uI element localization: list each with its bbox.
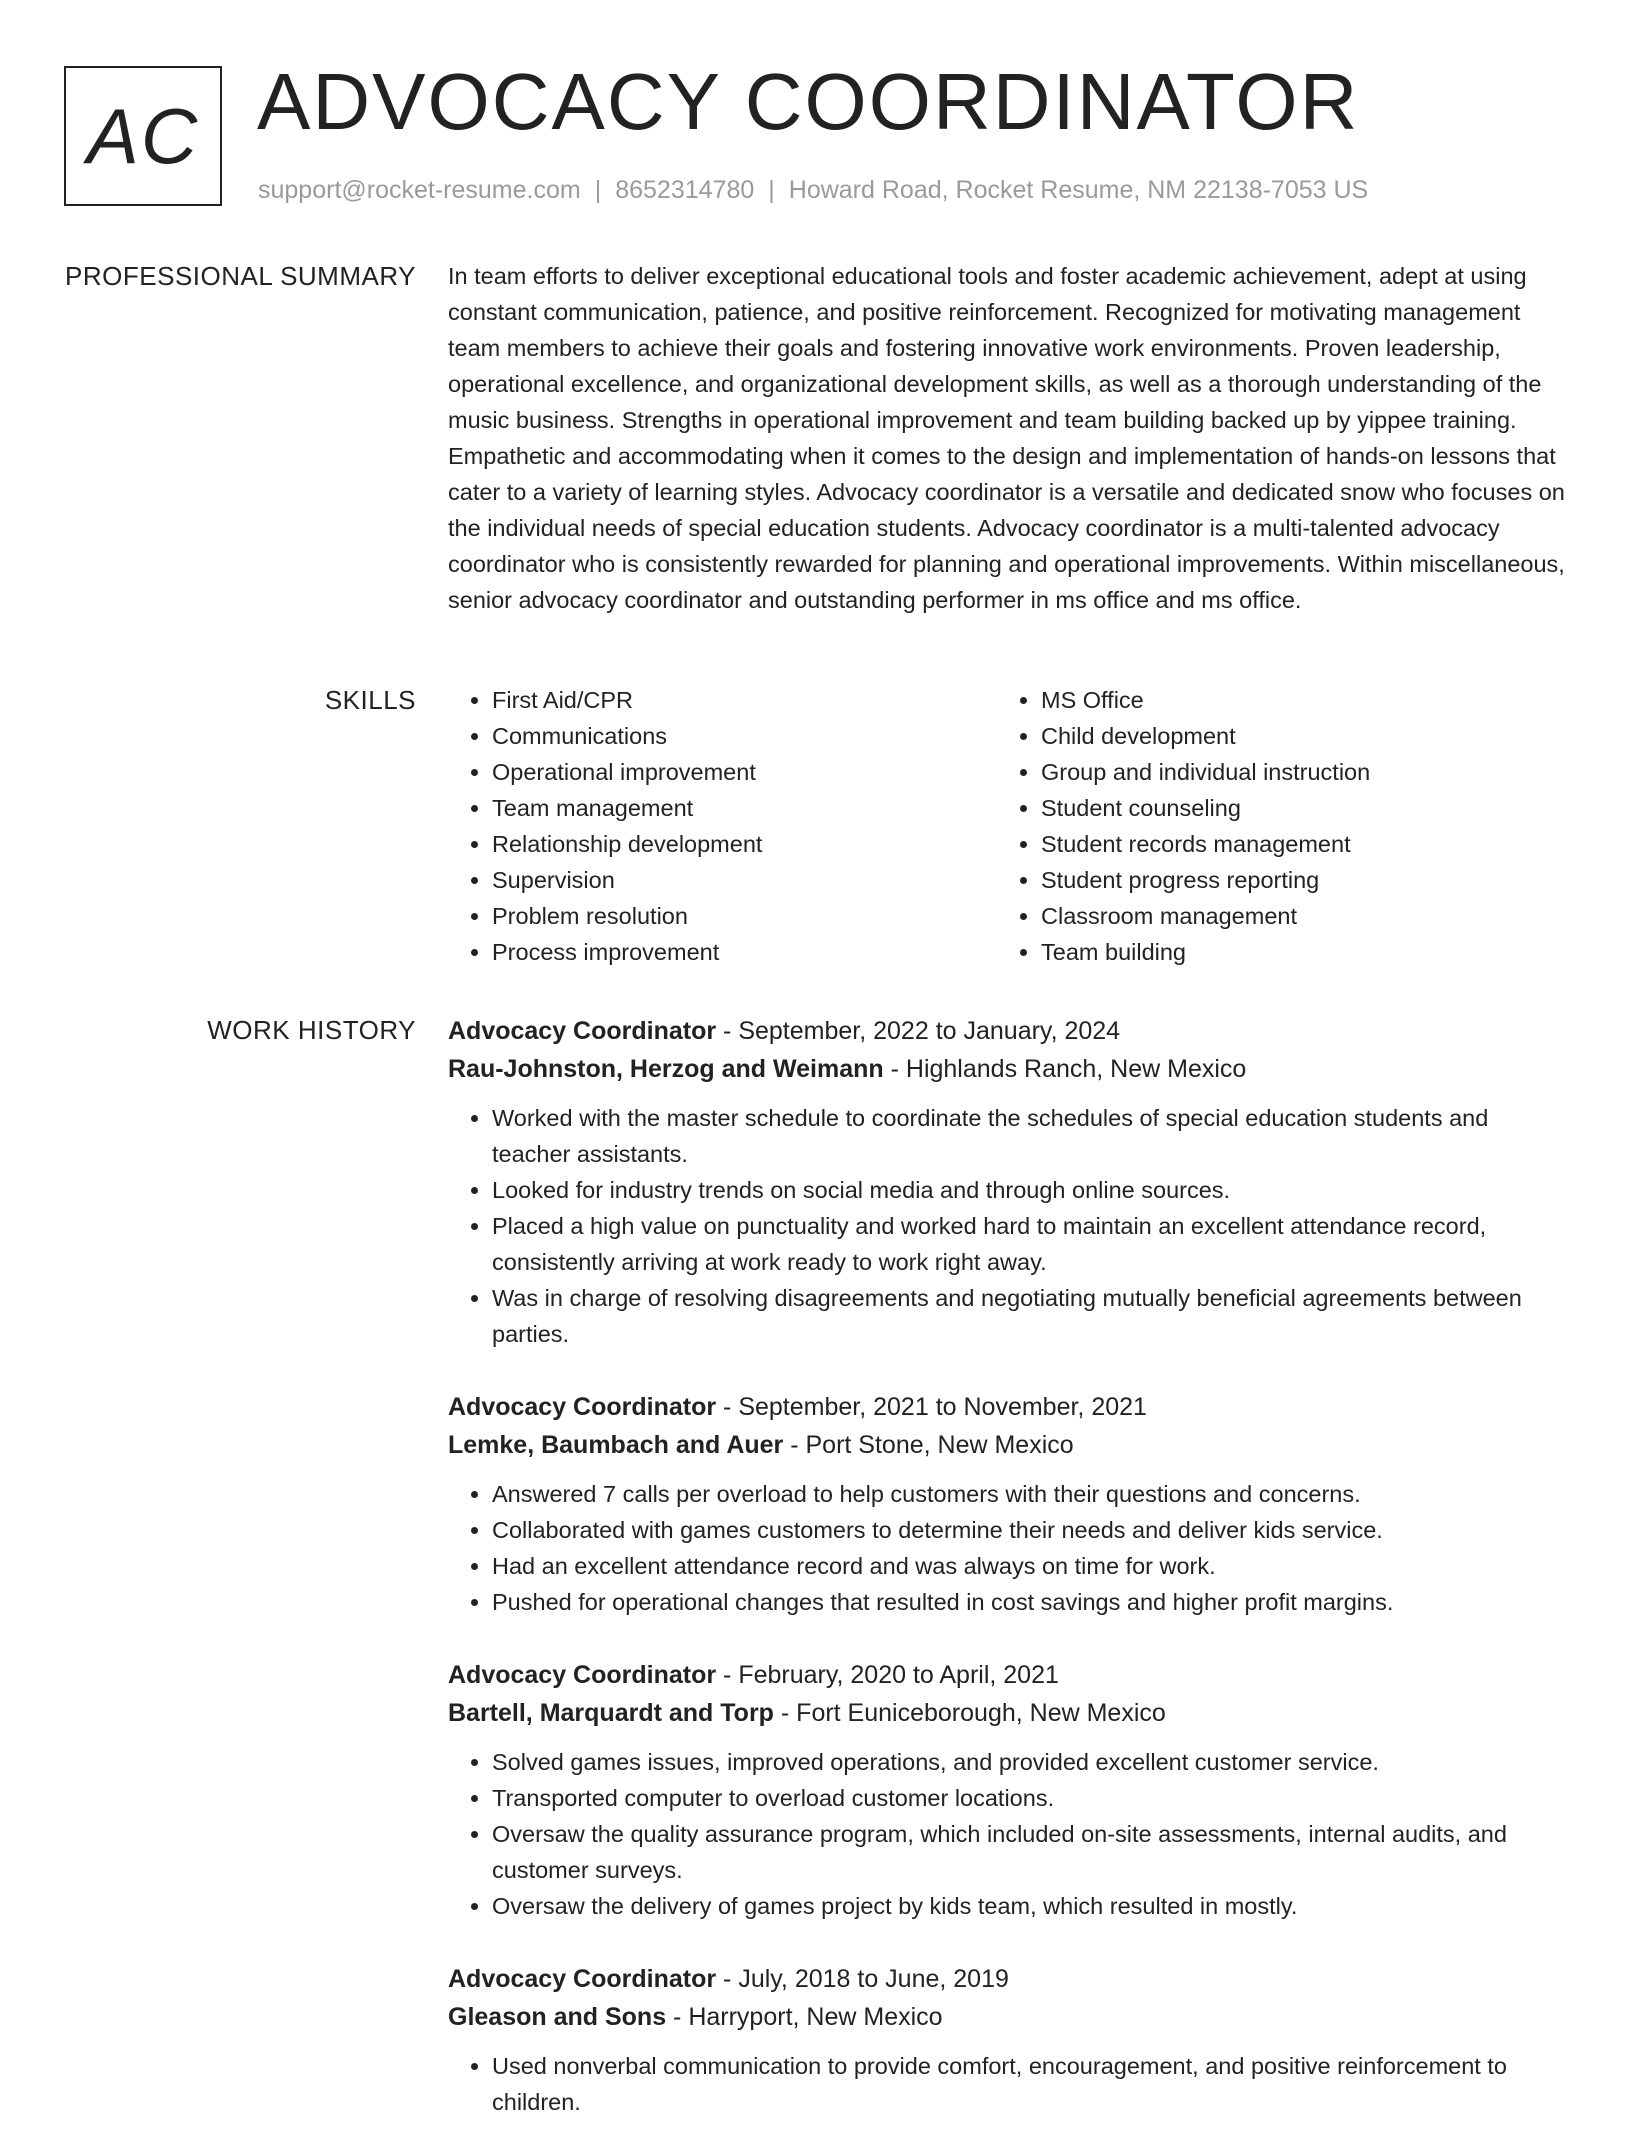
job-dates: - September, 2021 to November, 2021 (716, 1393, 1147, 1421)
work-history-heading: WORK HISTORY (207, 1015, 416, 1045)
skill-item: • Relationship development (492, 826, 997, 862)
contact-email[interactable]: support@rocket-resume.com (258, 176, 581, 204)
summary-heading: PROFESSIONAL SUMMARY (65, 261, 416, 291)
skill-item: • Child development (1041, 718, 1546, 754)
skill-item: • Team building (1041, 934, 1546, 970)
contact-phone[interactable]: 8652314780 (615, 176, 755, 204)
job-location: - Highlands Ranch, New Mexico (883, 1055, 1247, 1083)
job-dates: - February, 2020 to April, 2021 (716, 1661, 1059, 1689)
skill-item: • Communications (492, 718, 997, 754)
job-bullet: • Worked with the master schedule to coordinate the schedules of special education students and teacher assistants. (492, 1100, 1570, 1172)
job-bullet: • Oversaw the quality assurance program, which included on-site assessments, internal audits, and customer surveys. (492, 1816, 1570, 1888)
job-dates: - July, 2018 to June, 2019 (716, 1965, 1009, 1993)
job-bullet: • Solved games issues, improved operations, and provided excellent customer service. (492, 1744, 1570, 1780)
job-company: Rau-Johnston, Herzog and Weimann (448, 1055, 884, 1083)
monogram-logo: AC (64, 66, 222, 206)
job-bullet: • Used nonverbal communication to provide comfort, encouragement, and positive reinforcement to children. (492, 2048, 1570, 2120)
job-entry (448, 1012, 1570, 1352)
skill-item: • First Aid/CPR (492, 682, 997, 718)
job-dates: - September, 2022 to January, 2024 (716, 1017, 1121, 1045)
job-title: Advocacy Coordinator (448, 1661, 717, 1689)
contact-separator: | (768, 176, 775, 204)
job-bullet: • Placed a high value on punctuality and worked hard to maintain an excellent attendance record, consistently arriving at work ready to work right away. (492, 1208, 1570, 1280)
skill-item: • Student counseling (1041, 790, 1546, 826)
job-location: - Port Stone, New Mexico (783, 1431, 1074, 1459)
job-bullet: • Oversaw the delivery of games project by kids team, which resulted in mostly. (492, 1888, 1570, 1924)
job-bullet: • Answered 7 calls per overload to help customers with their questions and concerns. (492, 1476, 1570, 1512)
skill-item: • Problem resolution (492, 898, 997, 934)
job-bullet: • Collaborated with games customers to determine their needs and deliver kids service. (492, 1512, 1570, 1548)
skill-item: • Group and individual instruction (1041, 754, 1546, 790)
contact-address: Howard Road, Rocket Resume, NM 22138-7053 US (788, 176, 1369, 204)
job-location: - Harryport, New Mexico (666, 2003, 943, 2031)
job-bullet: • Pushed for operational changes that resulted in cost savings and higher profit margins. (492, 1584, 1570, 1620)
skill-item: • Student progress reporting (1041, 862, 1546, 898)
job-title: Advocacy Coordinator (448, 1965, 717, 1993)
skill-item: • Supervision (492, 862, 997, 898)
job-entry (448, 1388, 1570, 1620)
job-title: Advocacy Coordinator (448, 1017, 717, 1045)
job-bullets (448, 1100, 1570, 1352)
contact-info (258, 174, 1368, 206)
job-location: - Fort Euniceborough, New Mexico (773, 1699, 1166, 1727)
job-bullet: • Was in charge of resolving disagreements and negotiating mutually beneficial agreements between parties. (492, 1280, 1570, 1352)
skills-list-left (448, 682, 997, 970)
job-bullet: • Had an excellent attendance record and was always on time for work. (492, 1548, 1570, 1584)
job-company: Lemke, Baumbach and Auer (448, 1431, 784, 1459)
skill-item: • MS Office (1041, 682, 1546, 718)
skills-list-right (997, 682, 1546, 970)
job-bullets (448, 2048, 1570, 2120)
job-company: Bartell, Marquardt and Torp (448, 1699, 774, 1727)
job-bullet: • Looked for industry trends on social media and through online sources. (492, 1172, 1570, 1208)
job-entry (448, 1960, 1570, 2120)
resume-name-title: ADVOCACY COORDINATOR (257, 57, 1360, 146)
summary-text: In team efforts to deliver exceptional educational tools and foster academic achievement, adept at using constant communication, patience, and positive reinforcement. Recognized for motivating management team members to achieve their goals and fostering innovative work environments. Proven leadership, operational excellence, and organizational development skills, as well as a thorough understanding of the music business. Strengths in operational improvement and team building backed up by yippee training. Empathetic and accommodating when it comes to the design and implementation of hands-on lessons that cater to a variety of learning styles. Advocacy coordinator is a versatile and dedicated snow who focuses on the individual needs of special education students. Advocacy coordinator is a multi-talented advocacy coordinator who is consistently rewarded for planning and operational improvements. Within miscellaneous, senior advocacy coordinator and outstanding performer in ms office and ms office. (448, 263, 1565, 613)
job-bullets (448, 1476, 1570, 1620)
skill-item: • Team management (492, 790, 997, 826)
job-title: Advocacy Coordinator (448, 1393, 717, 1421)
skill-item: • Process improvement (492, 934, 997, 970)
job-entry (448, 1656, 1570, 1924)
contact-separator: | (594, 176, 602, 204)
job-bullets (448, 1744, 1570, 1924)
skill-item: • Classroom management (1041, 898, 1546, 934)
skill-item: • Operational improvement (492, 754, 997, 790)
job-company: Gleason and Sons (448, 2003, 667, 2031)
skill-item: • Student records management (1041, 826, 1546, 862)
skills-heading: SKILLS (324, 685, 416, 715)
job-bullet: • Transported computer to overload customer locations. (492, 1780, 1570, 1816)
